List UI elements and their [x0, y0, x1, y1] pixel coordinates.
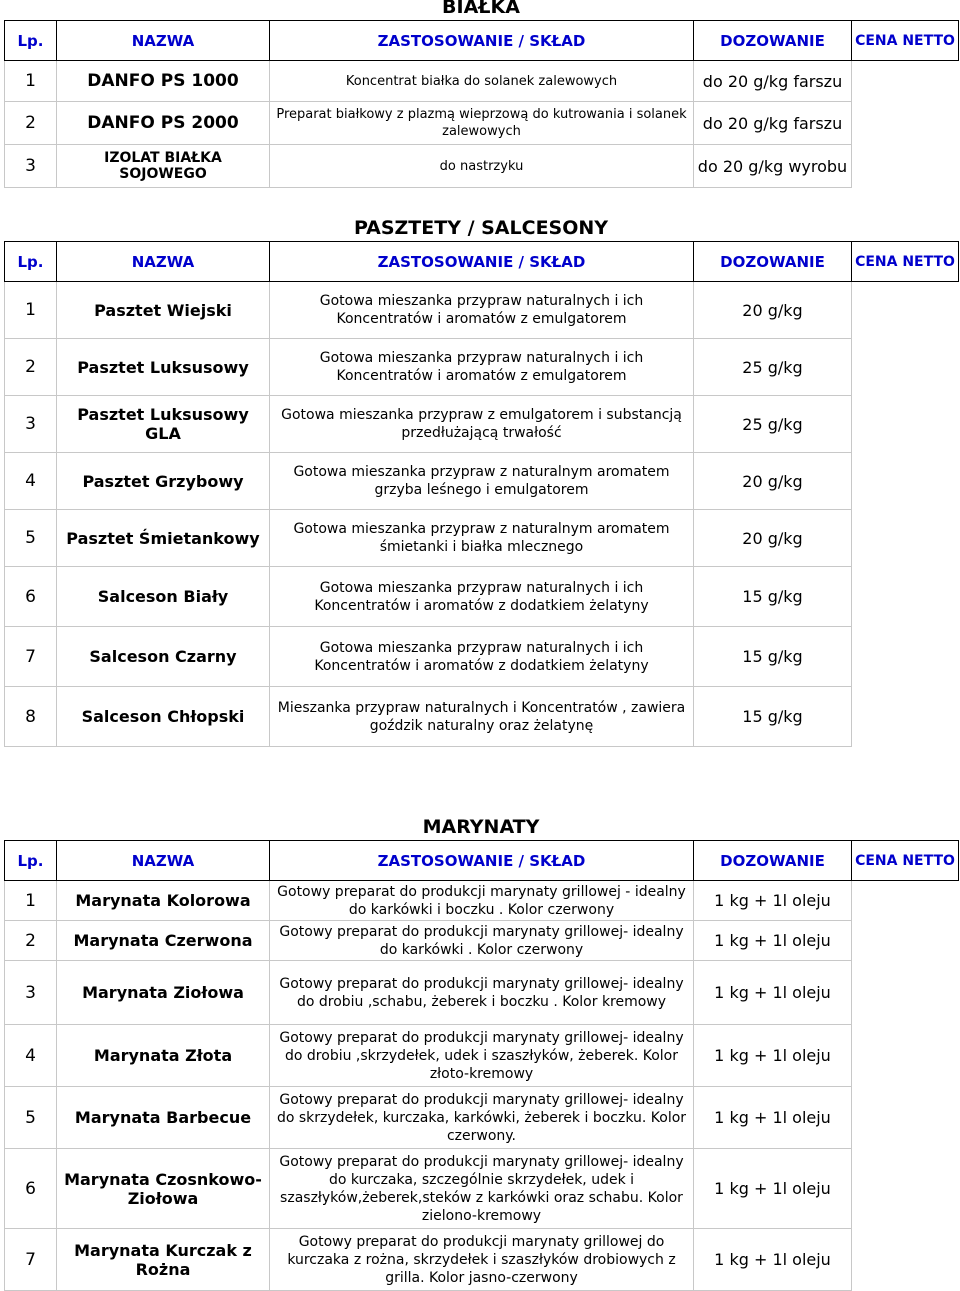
table-row — [5, 627, 959, 687]
row-usage: Gotowy preparat do produkcji marynaty grillowej do kurczaka z rożna, skrzydełek i szaszłyków drobiowych z grilla. Kolor jasno-czerwony — [270, 1229, 694, 1291]
table-row — [5, 921, 959, 961]
row-price — [852, 145, 959, 188]
row-price — [852, 339, 959, 396]
header-price: CENA NETTO — [852, 841, 959, 881]
row-name: Salceson Czarny — [57, 627, 270, 687]
row-name: Marynata Barbecue — [57, 1087, 270, 1149]
row-lp: 6 — [5, 1149, 57, 1229]
section-title: MARYNATY — [422, 816, 540, 838]
row-usage: Gotowa mieszanka przypraw z emulgatorem i substancją przedłużającą trwałość — [270, 396, 694, 453]
row-dose: 1 kg + 1l oleju — [694, 1025, 852, 1087]
row-usage: Gotowy preparat do produkcji marynaty grillowej- idealny do skrzydełek, kurczaka, karkówki, żeberek i boczku. Kolor czerwony. — [270, 1087, 694, 1149]
table-row — [5, 1087, 959, 1149]
header-dose: DOZOWANIE — [694, 242, 852, 282]
row-name: Salceson Chłopski — [57, 687, 270, 747]
row-dose: 1 kg + 1l oleju — [694, 921, 852, 961]
row-usage: Gotowy preparat do produkcji marynaty grillowej- idealny do kurczaka, szczególnie skrzydełek, udek i szaszłyków,żeberek,steków z karkówki oraz schabu. Kolor zielono-kremowy — [270, 1149, 694, 1229]
row-usage: Gotowy preparat do produkcji marynaty grillowej- idealny do karkówki . Kolor czerwony — [270, 921, 694, 961]
header-lp: Lp. — [5, 841, 57, 881]
row-price — [852, 453, 959, 510]
row-name: Marynata Złota — [57, 1025, 270, 1087]
row-price — [852, 1149, 959, 1229]
header-usage: ZASTOSOWANIE / SKŁAD — [270, 242, 694, 282]
table-row — [5, 102, 959, 145]
row-usage: Gotowa mieszanka przypraw z naturalnym aromatem grzyba leśnego i emulgatorem — [270, 453, 694, 510]
row-price — [852, 627, 959, 687]
row-name: Pasztet Grzybowy — [57, 453, 270, 510]
row-price — [852, 510, 959, 567]
row-lp: 2 — [5, 102, 57, 145]
row-usage: Mieszanka przypraw naturalnych i Koncentratów , zawiera goździk naturalny oraz żelatynę — [270, 687, 694, 747]
row-dose: do 20 g/kg wyrobu — [694, 145, 852, 188]
row-usage: Gotowy preparat do produkcji marynaty grillowej- idealny do drobiu ,skrzydełek, udek i szaszłyków, żeberek. Kolor złoto-kremowy — [270, 1025, 694, 1087]
row-name: Marynata Czerwona — [57, 921, 270, 961]
row-dose: 15 g/kg — [694, 687, 852, 747]
row-usage: Gotowa mieszanka przypraw naturalnych i ich Koncentratów i aromatów z emulgatorem — [270, 282, 694, 339]
table-header — [5, 841, 959, 881]
row-name: Salceson Biały — [57, 567, 270, 627]
row-lp: 5 — [5, 1087, 57, 1149]
row-name: Pasztet Wiejski — [57, 282, 270, 339]
row-lp: 3 — [5, 396, 57, 453]
row-price — [852, 567, 959, 627]
row-usage: Preparat białkowy z plazmą wieprzową do kutrowania i solanek zalewowych — [270, 102, 694, 145]
row-price — [852, 881, 959, 921]
table-row — [5, 453, 959, 510]
row-name: DANFO PS 2000 — [57, 102, 270, 145]
header-dose: DOZOWANIE — [694, 841, 852, 881]
section-title: PASZTETY / SALCESONY — [353, 217, 609, 239]
header-name: NAZWA — [57, 242, 270, 282]
table-header — [5, 242, 959, 282]
table-row — [5, 396, 959, 453]
header-name: NAZWA — [57, 21, 270, 61]
row-lp: 6 — [5, 567, 57, 627]
row-dose: 15 g/kg — [694, 627, 852, 687]
table-row — [5, 567, 959, 627]
row-lp: 2 — [5, 339, 57, 396]
row-name: Pasztet Śmietankowy — [57, 510, 270, 567]
table-row — [5, 282, 959, 339]
row-usage: Gotowa mieszanka przypraw naturalnych i ich Koncentratów i aromatów z dodatkiem żelatyny — [270, 627, 694, 687]
row-lp: 2 — [5, 921, 57, 961]
row-dose: 1 kg + 1l oleju — [694, 1229, 852, 1291]
row-name: DANFO PS 1000 — [57, 61, 270, 102]
row-dose: 1 kg + 1l oleju — [694, 1149, 852, 1229]
table-row — [5, 510, 959, 567]
row-name: Marynata Czosnkowo-Ziołowa — [57, 1149, 270, 1229]
header-usage: ZASTOSOWANIE / SKŁAD — [270, 21, 694, 61]
row-dose: 15 g/kg — [694, 567, 852, 627]
table-row — [5, 881, 959, 921]
row-dose: do 20 g/kg farszu — [694, 102, 852, 145]
row-lp: 1 — [5, 61, 57, 102]
row-name: Pasztet Luksusowy — [57, 339, 270, 396]
row-dose: 1 kg + 1l oleju — [694, 1087, 852, 1149]
row-price — [852, 961, 959, 1025]
row-name: Marynata Kurczak z Rożna — [57, 1229, 270, 1291]
row-dose: 20 g/kg — [694, 510, 852, 567]
table-row — [5, 1229, 959, 1291]
row-lp: 1 — [5, 881, 57, 921]
table-row — [5, 1025, 959, 1087]
row-name: IZOLAT BIAŁKA SOJOWEGO — [57, 145, 270, 188]
header-lp: Lp. — [5, 21, 57, 61]
row-dose: 25 g/kg — [694, 339, 852, 396]
row-price — [852, 282, 959, 339]
row-lp: 3 — [5, 145, 57, 188]
row-dose: 20 g/kg — [694, 282, 852, 339]
row-usage: Gotowa mieszanka przypraw naturalnych i ich Koncentratów i aromatów z dodatkiem żelatyny — [270, 567, 694, 627]
row-dose: 1 kg + 1l oleju — [694, 961, 852, 1025]
row-price — [852, 61, 959, 102]
row-name: Pasztet Luksusowy GLA — [57, 396, 270, 453]
table-row — [5, 145, 959, 188]
row-usage: Gotowy preparat do produkcji marynaty grillowej - idealny do karkówki i boczku . Kolor czerwony — [270, 881, 694, 921]
row-lp: 3 — [5, 961, 57, 1025]
row-lp: 1 — [5, 282, 57, 339]
row-usage: Gotowa mieszanka przypraw naturalnych i ich Koncentratów i aromatów z emulgatorem — [270, 339, 694, 396]
table-row — [5, 961, 959, 1025]
row-lp: 4 — [5, 453, 57, 510]
row-usage: Gotowy preparat do produkcji marynaty grillowej- idealny do drobiu ,schabu, żeberek i boczku . Kolor kremowy — [270, 961, 694, 1025]
row-dose: 1 kg + 1l oleju — [694, 881, 852, 921]
section-title: BIAŁKA — [442, 0, 520, 18]
table-row — [5, 61, 959, 102]
row-usage: Koncentrat białka do solanek zalewowych — [270, 61, 694, 102]
table-row — [5, 1149, 959, 1229]
table-row — [5, 339, 959, 396]
row-price — [852, 1229, 959, 1291]
row-dose: 25 g/kg — [694, 396, 852, 453]
row-price — [852, 102, 959, 145]
row-lp: 4 — [5, 1025, 57, 1087]
header-dose: DOZOWANIE — [694, 21, 852, 61]
products-table — [4, 241, 959, 747]
header-price: CENA NETTO — [852, 242, 959, 282]
row-price — [852, 1087, 959, 1149]
row-usage: do nastrzyku — [270, 145, 694, 188]
row-price — [852, 921, 959, 961]
table-header — [5, 21, 959, 61]
header-name: NAZWA — [57, 841, 270, 881]
row-lp: 7 — [5, 1229, 57, 1291]
header-price: CENA NETTO — [852, 21, 959, 61]
table-row — [5, 687, 959, 747]
row-lp: 7 — [5, 627, 57, 687]
row-price — [852, 1025, 959, 1087]
row-dose: 20 g/kg — [694, 453, 852, 510]
row-price — [852, 687, 959, 747]
row-price — [852, 396, 959, 453]
row-name: Marynata Ziołowa — [57, 961, 270, 1025]
products-table — [4, 840, 959, 1291]
row-usage: Gotowa mieszanka przypraw z naturalnym aromatem śmietanki i białka mlecznego — [270, 510, 694, 567]
row-dose: do 20 g/kg farszu — [694, 61, 852, 102]
header-usage: ZASTOSOWANIE / SKŁAD — [270, 841, 694, 881]
header-lp: Lp. — [5, 242, 57, 282]
row-name: Marynata Kolorowa — [57, 881, 270, 921]
row-lp: 5 — [5, 510, 57, 567]
row-lp: 8 — [5, 687, 57, 747]
products-table — [4, 20, 959, 188]
